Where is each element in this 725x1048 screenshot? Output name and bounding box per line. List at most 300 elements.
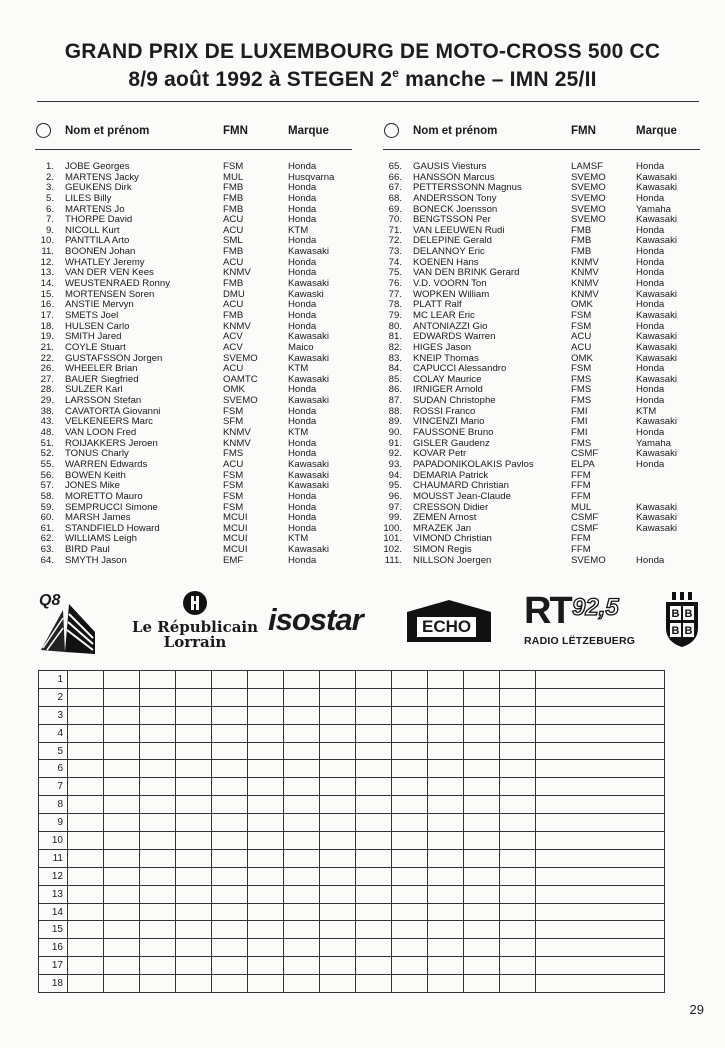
rider-name: CAPUCCI Alessandro <box>413 363 507 375</box>
rider-brand: Yamaha <box>636 437 672 449</box>
grid-cell <box>500 796 536 814</box>
rider-row <box>35 311 352 322</box>
grid-cell <box>104 957 140 975</box>
grid-cell <box>536 796 665 814</box>
rider-federation: SFM <box>223 416 244 428</box>
grid-cell <box>428 957 464 975</box>
rider-brand: Kawasaki <box>288 373 330 385</box>
grid-row <box>39 760 665 778</box>
rider-brand: Honda <box>288 161 317 172</box>
rtl-frequency: 92,5 <box>572 594 619 621</box>
grid-cell <box>428 849 464 867</box>
rider-brand: Honda <box>288 437 317 449</box>
grid-cell <box>68 688 104 706</box>
rider-brand: Honda <box>288 235 317 247</box>
grid-row-number: 15 <box>39 921 68 939</box>
grid-cell <box>248 688 284 706</box>
rider-name: PANTTILA Arto <box>65 235 130 247</box>
rider-name: VIMOND Christian <box>413 533 492 545</box>
rider-federation: KNMV <box>223 320 251 332</box>
rider-brand: Honda <box>636 554 665 566</box>
rider-name: ZEMEN Arnost <box>413 512 477 524</box>
grid-row-number: 8 <box>39 796 68 814</box>
grid-cell <box>464 903 500 921</box>
rider-number: 38. <box>40 405 54 417</box>
rider-number: 14. <box>40 278 54 290</box>
isostar-logo: isostar <box>268 602 363 637</box>
rider-number: 15. <box>40 288 54 300</box>
grid-cell <box>212 778 248 796</box>
grid-cell <box>392 706 428 724</box>
rider-brand: Honda <box>288 448 317 460</box>
rider-federation: FSM <box>223 490 244 502</box>
rider-number: 71. <box>388 224 402 236</box>
grid-cell <box>500 939 536 957</box>
rider-brand: Honda <box>288 416 317 428</box>
rider-name: BOONEN Johan <box>65 246 136 258</box>
grid-cell <box>284 724 320 742</box>
grid-cell <box>212 706 248 724</box>
rider-number: 72. <box>388 235 402 247</box>
rider-federation: SVEMO <box>571 203 606 215</box>
rider-number: 13. <box>40 267 54 279</box>
grid-cell <box>500 903 536 921</box>
grid-row-number: 12 <box>39 867 68 885</box>
rider-number: 16. <box>40 299 54 311</box>
grid-cell <box>212 832 248 850</box>
grid-cell <box>248 957 284 975</box>
grid-cell <box>68 921 104 939</box>
page-title: GRAND PRIX DE LUXEMBOURG DE MOTO-CROSS 500 CC <box>64 40 661 63</box>
rider-brand: Kawasaki <box>636 416 678 428</box>
rider-federation: SVEMO <box>223 395 258 407</box>
rider-number: 68. <box>388 192 402 204</box>
rider-federation: OAMTC <box>223 373 258 385</box>
rider-federation: FMB <box>223 203 244 215</box>
rider-federation: KNMV <box>223 437 251 449</box>
rider-name: ROSSI Franco <box>413 405 476 417</box>
grid-cell <box>140 778 176 796</box>
grid-cell <box>140 975 176 993</box>
rider-federation: FMB <box>223 309 244 321</box>
grid-cell <box>212 957 248 975</box>
rider-name: GEUKENS Dirk <box>65 182 132 194</box>
grid-cell <box>248 724 284 742</box>
grid-cell <box>176 939 212 957</box>
score-grid <box>38 670 665 993</box>
rider-name: SEMPRUCCI Simone <box>65 501 158 513</box>
grid-cell <box>68 849 104 867</box>
grid-row-number: 16 <box>39 939 68 957</box>
rider-brand: Honda <box>288 256 317 268</box>
grid-cell <box>392 778 428 796</box>
grid-cell <box>212 796 248 814</box>
rider-number: 18. <box>40 320 54 332</box>
rider-name: WARREN Edwards <box>65 458 148 470</box>
rider-federation: ACU <box>223 299 244 311</box>
rider-number: 101. <box>383 533 402 545</box>
grid-cell <box>428 706 464 724</box>
grid-row-number: 3 <box>39 706 68 724</box>
rider-number: 61. <box>40 522 54 534</box>
grid-cell <box>284 742 320 760</box>
grid-row-number: 9 <box>39 814 68 832</box>
grid-cell <box>536 975 665 993</box>
echo-logo <box>405 598 493 644</box>
grid-cell <box>428 832 464 850</box>
rider-name: ANSTIE Mervyn <box>65 299 134 311</box>
rider-name: NILLSON Joergen <box>413 554 492 566</box>
grid-cell <box>320 671 356 689</box>
rider-name: NICOLL Kurt <box>65 224 120 236</box>
grid-cell <box>356 671 392 689</box>
grid-cell <box>536 832 665 850</box>
rider-name: HANSSON Marcus <box>413 171 495 183</box>
grid-cell <box>104 796 140 814</box>
grid-cell <box>392 814 428 832</box>
bbb-letter: B <box>671 625 680 637</box>
rider-row <box>383 311 700 322</box>
rider-brand: Kawasaki <box>636 331 678 343</box>
rider-name: BOWEN Keith <box>65 469 126 481</box>
grid-cell <box>104 939 140 957</box>
rider-brand: Honda <box>288 203 317 215</box>
circle-icon <box>384 123 399 138</box>
rider-brand: KTM <box>288 363 309 375</box>
grid-cell <box>320 760 356 778</box>
rider-brand: Kawasaki <box>636 373 678 385</box>
page-subtitle <box>0 68 725 92</box>
grid-cell <box>356 939 392 957</box>
grid-cell <box>104 724 140 742</box>
rider-federation: FFM <box>571 480 591 492</box>
grid-cell <box>104 760 140 778</box>
rider-number: 74. <box>388 256 402 268</box>
rider-federation: ACU <box>571 341 592 353</box>
grid-cell <box>500 724 536 742</box>
grid-cell <box>248 796 284 814</box>
rider-brand: Kawasaki <box>288 331 330 343</box>
grid-cell <box>104 706 140 724</box>
grid-cell <box>464 671 500 689</box>
grid-cell <box>500 760 536 778</box>
grid-cell <box>248 849 284 867</box>
grid-cell <box>212 742 248 760</box>
rider-brand: Yamaha <box>636 203 672 215</box>
rider-name: WHATLEY Jeremy <box>65 256 145 268</box>
grid-cell <box>284 814 320 832</box>
rider-brand: Honda <box>636 384 665 396</box>
rider-row <box>35 194 352 205</box>
rider-brand: Kawasaki <box>636 288 678 300</box>
grid-cell <box>428 742 464 760</box>
grid-cell <box>464 832 500 850</box>
rider-federation: SVEMO <box>571 214 606 226</box>
republicain-lorrain-logo <box>126 590 264 652</box>
rider-number: 89. <box>388 416 402 428</box>
rider-number: 77. <box>388 288 402 300</box>
rider-name: ROIJAKKERS Jeroen <box>65 437 158 449</box>
rider-number: 93. <box>388 458 402 470</box>
grid-cell <box>284 796 320 814</box>
grid-cell <box>392 975 428 993</box>
subtitle-part-a: 8/9 août 1992 à STEGEN 2 <box>128 68 393 91</box>
rider-name: VAN DEN BRINK Gerard <box>413 267 520 279</box>
grid-cell <box>320 688 356 706</box>
rider-federation: OMK <box>223 384 245 396</box>
rider-federation: FSM <box>571 363 592 375</box>
grid-row-number: 1 <box>39 671 68 689</box>
rider-federation: ACU <box>223 363 244 375</box>
grid-cell <box>104 849 140 867</box>
rider-federation: ACU <box>223 256 244 268</box>
grid-row <box>39 885 665 903</box>
grid-cell <box>500 688 536 706</box>
grid-cell <box>140 742 176 760</box>
grid-cell <box>212 849 248 867</box>
rider-brand: Honda <box>636 427 665 439</box>
rider-brand: Kawasaki <box>636 309 678 321</box>
rider-number: 102. <box>383 544 402 556</box>
rider-number: 69. <box>388 203 402 215</box>
grid-cell <box>536 760 665 778</box>
rider-name: SIMON Regis <box>413 544 472 556</box>
rider-brand: Honda <box>636 192 665 204</box>
rider-row <box>383 492 700 503</box>
rider-brand: KTM <box>288 427 309 439</box>
grid-cell <box>104 742 140 760</box>
grid-cell <box>536 849 665 867</box>
bbb-letter: B <box>684 608 693 620</box>
grid-cell <box>68 706 104 724</box>
rider-name: DELANNOY Eric <box>413 246 485 258</box>
rider-brand: Honda <box>636 363 665 375</box>
rider-federation: KNMV <box>571 256 599 268</box>
grid-cell <box>464 742 500 760</box>
rider-name: LILES Billy <box>65 192 112 204</box>
grid-cell <box>140 849 176 867</box>
rider-name: WHEELER Brian <box>65 363 138 375</box>
grid-cell <box>104 778 140 796</box>
grid-cell <box>320 867 356 885</box>
grid-cell <box>176 885 212 903</box>
rider-brand: Honda <box>636 256 665 268</box>
rider-federation: SVEMO <box>223 352 258 364</box>
grid-row <box>39 939 665 957</box>
riders-column-left <box>35 120 352 566</box>
grid-cell <box>392 885 428 903</box>
grid-cell <box>140 760 176 778</box>
rider-name: MOUSST Jean-Claude <box>413 490 511 502</box>
grid-cell <box>536 814 665 832</box>
rider-brand: Honda <box>288 512 317 524</box>
rider-federation: MCUI <box>223 512 248 524</box>
rider-number: 27. <box>40 373 54 385</box>
rider-federation: SVEMO <box>571 171 606 183</box>
grid-cell <box>428 921 464 939</box>
grid-cell <box>500 921 536 939</box>
sponsor-logos <box>0 588 725 658</box>
rider-name: SMYTH Jason <box>65 554 127 566</box>
rider-brand: KTM <box>288 533 309 545</box>
grid-row <box>39 796 665 814</box>
grid-cell <box>104 921 140 939</box>
grid-cell <box>284 939 320 957</box>
rider-number: 3. <box>45 182 54 194</box>
republicain-line1: Le Républicain <box>131 618 259 636</box>
rider-federation: FFM <box>571 544 591 556</box>
rider-number: 12. <box>40 256 54 268</box>
grid-cell <box>68 867 104 885</box>
grid-cell <box>356 921 392 939</box>
rider-name: DEMARIA Patrick <box>413 469 489 481</box>
grid-cell <box>68 957 104 975</box>
rider-number: 94. <box>388 469 402 481</box>
column-header <box>383 120 700 148</box>
rider-number: 55. <box>40 458 54 470</box>
grid-cell <box>320 957 356 975</box>
rider-brand: KTM <box>636 405 657 417</box>
grid-cell <box>320 814 356 832</box>
rider-federation: CSMF <box>571 448 599 460</box>
grid-cell <box>464 921 500 939</box>
grid-cell <box>356 903 392 921</box>
rider-name: KOVAR Petr <box>413 448 467 460</box>
rider-name: CHAUMARD Christian <box>413 480 509 492</box>
grid-cell <box>536 939 665 957</box>
grid-cell <box>356 778 392 796</box>
grid-cell <box>464 957 500 975</box>
grid-cell <box>140 939 176 957</box>
title-divider <box>37 101 699 102</box>
grid-cell <box>284 849 320 867</box>
grid-cell <box>140 957 176 975</box>
grid-cell <box>464 724 500 742</box>
rider-federation: FMI <box>571 416 588 428</box>
grid-row-number: 4 <box>39 724 68 742</box>
grid-cell <box>248 975 284 993</box>
grid-cell <box>536 921 665 939</box>
grid-cell <box>284 921 320 939</box>
grid-cell <box>320 885 356 903</box>
grid-cell <box>320 849 356 867</box>
rider-name: STANDFIELD Howard <box>65 522 160 534</box>
grid-row-number: 17 <box>39 957 68 975</box>
rider-number: 100. <box>383 522 402 534</box>
rider-number: 2. <box>45 171 54 183</box>
rider-name: KOENEN Hans <box>413 256 479 268</box>
page-number: 29 <box>689 1002 704 1017</box>
rider-name: MARTENS Jacky <box>65 171 139 183</box>
grid-row <box>39 921 665 939</box>
rider-number: 64. <box>40 554 54 566</box>
rider-number: 19. <box>40 331 54 343</box>
rider-federation: SML <box>223 235 243 247</box>
riders-list-left <box>35 162 352 566</box>
grid-cell <box>392 832 428 850</box>
grid-cell <box>320 975 356 993</box>
grid-cell <box>356 814 392 832</box>
grid-cell <box>356 849 392 867</box>
grid-cell <box>248 814 284 832</box>
rider-number: 92. <box>388 448 402 460</box>
rider-number: 83. <box>388 352 402 364</box>
grid-cell <box>140 885 176 903</box>
grid-cell <box>428 671 464 689</box>
rider-name: VELKENEERS Marc <box>65 416 153 428</box>
q8-logo <box>35 592 101 656</box>
grid-cell <box>464 778 500 796</box>
grid-cell <box>500 957 536 975</box>
grid-cell <box>104 671 140 689</box>
rider-name: MORETTO Mauro <box>65 490 143 502</box>
rider-brand: Kawasaki <box>636 182 678 194</box>
rider-number: 67. <box>388 182 402 194</box>
rider-name: WILLIAMS Leigh <box>65 533 137 545</box>
grid-cell <box>248 885 284 903</box>
rider-name: BIRD Paul <box>65 544 110 556</box>
rider-federation: FMB <box>223 278 244 290</box>
grid-cell <box>536 706 665 724</box>
grid-cell <box>104 688 140 706</box>
grid-cell <box>500 849 536 867</box>
grid-cell <box>104 832 140 850</box>
grid-cell <box>392 671 428 689</box>
grid-cell <box>356 885 392 903</box>
rider-number: 29. <box>40 395 54 407</box>
rider-name: PETTERSSONN Magnus <box>413 182 522 194</box>
rider-brand: Honda <box>288 384 317 396</box>
grid-cell <box>176 975 212 993</box>
grid-cell <box>176 814 212 832</box>
rider-brand: Honda <box>288 267 317 279</box>
rider-federation: ACV <box>223 331 243 343</box>
rider-brand: Kawasaki <box>636 352 678 364</box>
grid-cell <box>464 796 500 814</box>
grid-cell <box>320 939 356 957</box>
rider-federation: LAMSF <box>571 161 603 172</box>
rider-federation: FMB <box>571 235 592 247</box>
rider-brand: Kawasaki <box>636 522 678 534</box>
grid-cell <box>428 760 464 778</box>
grid-cell <box>176 742 212 760</box>
rider-federation: FMI <box>571 427 588 439</box>
grid-cell <box>140 921 176 939</box>
grid-cell <box>104 814 140 832</box>
grid-cell <box>68 724 104 742</box>
grid-row-number: 6 <box>39 760 68 778</box>
rider-name: WEUSTENRAED Ronny <box>65 278 171 290</box>
rider-name: SMITH Jared <box>65 331 122 343</box>
rider-number: 9. <box>45 224 54 236</box>
rider-federation: CSMF <box>571 512 599 524</box>
grid-cell <box>536 778 665 796</box>
rider-number: 56. <box>40 469 54 481</box>
grid-cell <box>176 867 212 885</box>
rider-federation: FMS <box>571 373 592 385</box>
rider-federation: FSM <box>571 309 592 321</box>
rider-number: 26. <box>40 363 54 375</box>
rider-brand: Kawaski <box>288 288 324 300</box>
rider-brand: Honda <box>288 522 317 534</box>
rider-name: BENGTSSON Per <box>413 214 491 226</box>
grid-row <box>39 778 665 796</box>
rider-brand: Honda <box>636 320 665 332</box>
grid-cell <box>212 724 248 742</box>
grid-cell <box>464 885 500 903</box>
grid-cell <box>104 885 140 903</box>
grid-cell <box>68 760 104 778</box>
